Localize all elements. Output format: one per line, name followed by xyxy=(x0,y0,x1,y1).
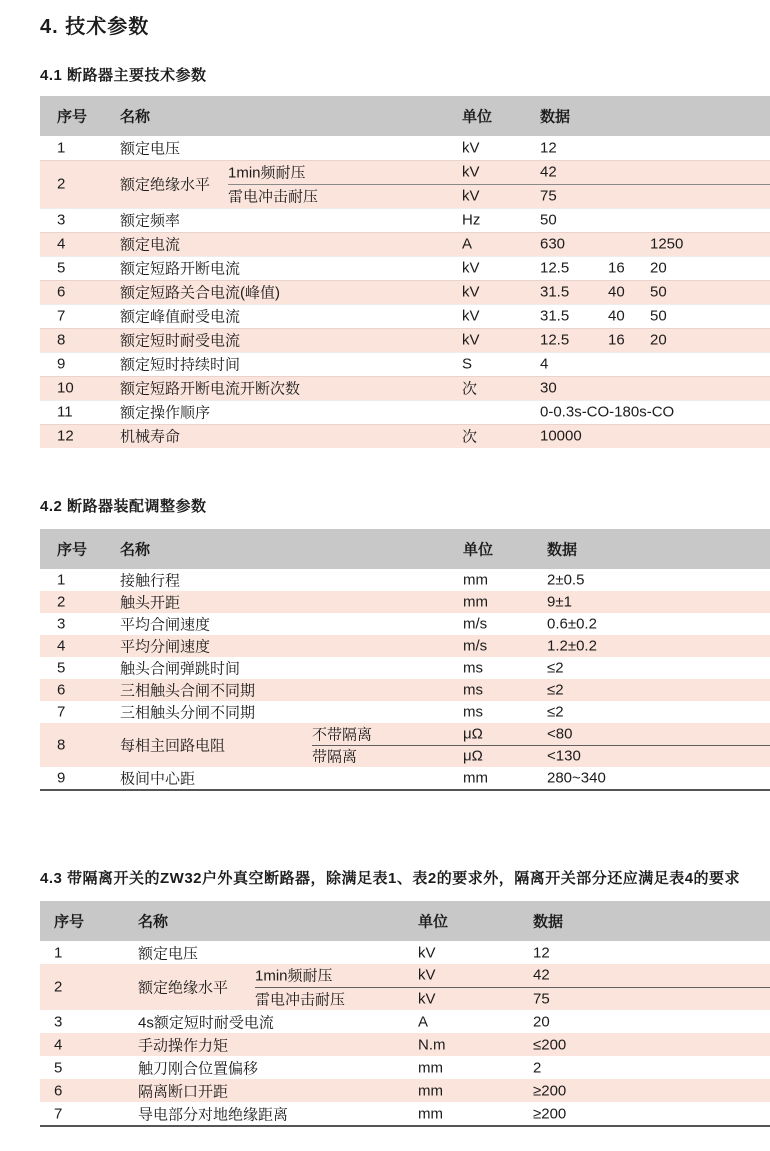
row-name: 额定电流 xyxy=(120,236,181,254)
sub-rows xyxy=(255,964,770,1010)
row-value: <130 xyxy=(547,747,581,765)
row-value: 75 xyxy=(540,187,557,205)
row-index: 1 xyxy=(57,139,66,157)
row-index: 7 xyxy=(57,703,66,721)
sub-row xyxy=(312,746,770,768)
row-value: 4 xyxy=(540,355,549,373)
row-name: 机械寿命 xyxy=(120,428,181,446)
table-header xyxy=(40,529,770,569)
row-index: 5 xyxy=(57,259,66,277)
row-index: 11 xyxy=(57,403,73,421)
row-index: 12 xyxy=(57,427,74,445)
row-value: 30 xyxy=(540,379,557,397)
row-name: 额定绝缘水平 xyxy=(138,979,229,997)
row-unit: kV xyxy=(462,187,480,205)
row-name: 额定短路关合电流(峰值) xyxy=(120,284,280,302)
table-body xyxy=(40,136,770,448)
row-index: 4 xyxy=(57,637,66,655)
table-body xyxy=(40,941,770,1125)
row-unit: Hz xyxy=(462,211,481,229)
row-unit: mm xyxy=(463,593,488,611)
section-4-1 xyxy=(40,64,770,448)
row-index: 2 xyxy=(57,175,66,193)
col-header-unit: 单位 xyxy=(418,913,449,931)
row-value: 12.5 xyxy=(540,259,570,277)
row-value: 12 xyxy=(533,944,550,961)
table-row xyxy=(40,232,770,256)
col-header-index: 序号 xyxy=(54,913,85,931)
row-name: 4s额定短时耐受电流 xyxy=(138,1014,274,1031)
row-unit: m/s xyxy=(463,637,488,655)
sub-row-label: 雷电冲击耐压 xyxy=(255,991,346,1009)
row-unit: mm xyxy=(463,769,488,787)
row-index: 3 xyxy=(57,211,66,229)
col-header-unit: 单位 xyxy=(463,541,494,559)
page-title: 4. 技术参数 xyxy=(40,16,150,38)
row-index: 3 xyxy=(54,1013,63,1030)
row-value: 75 xyxy=(533,990,550,1008)
col-header-index: 序号 xyxy=(57,541,88,559)
table-row xyxy=(40,1056,770,1079)
sub-rows xyxy=(312,723,770,767)
row-index: 5 xyxy=(57,659,66,677)
row-value: 12.5 xyxy=(540,331,570,349)
row-name: 额定短时持续时间 xyxy=(120,356,241,374)
row-unit: mm xyxy=(418,1082,443,1099)
row-name: 三相触头分闸不同期 xyxy=(120,704,256,722)
row-name: 额定操作顺序 xyxy=(120,404,211,422)
row-value: 20 xyxy=(650,259,667,277)
row-index: 2 xyxy=(57,593,66,611)
row-value: 50 xyxy=(650,283,667,301)
row-unit: ms xyxy=(463,703,483,721)
row-value: 31.5 xyxy=(540,283,570,301)
col-header-data: 数据 xyxy=(547,541,578,559)
row-value: ≥200 xyxy=(533,1105,567,1122)
col-header-name: 名称 xyxy=(120,541,151,559)
row-unit: mm xyxy=(418,1059,443,1076)
row-value: 0-0.3s-CO-180s-CO xyxy=(540,403,675,421)
row-name: 额定电压 xyxy=(120,140,181,158)
row-value: 10000 xyxy=(540,427,582,445)
row-index: 1 xyxy=(54,944,63,961)
row-index: 4 xyxy=(57,235,66,253)
table-row xyxy=(40,941,770,964)
row-name: 隔离断口开距 xyxy=(138,1083,229,1100)
row-name: 每相主回路电阻 xyxy=(120,737,226,755)
sub-row-label: 1min频耐压 xyxy=(255,967,333,985)
row-value: ≤2 xyxy=(547,703,564,721)
row-index: 7 xyxy=(54,1105,63,1122)
row-value: 2±0.5 xyxy=(547,571,585,589)
row-unit: ms xyxy=(463,681,483,699)
table-row xyxy=(40,1010,770,1033)
table-row xyxy=(40,723,770,767)
row-unit: A xyxy=(418,1013,429,1030)
row-value: <80 xyxy=(547,725,573,743)
col-header-name: 名称 xyxy=(120,108,151,126)
section-heading: 4.1 断路器主要技术参数 xyxy=(40,67,207,84)
row-value: 1250 xyxy=(650,235,684,253)
table-row xyxy=(40,352,770,376)
table-row xyxy=(40,400,770,424)
row-unit: kV xyxy=(418,990,436,1008)
row-index: 8 xyxy=(57,331,66,349)
table-row xyxy=(40,679,770,701)
row-index: 6 xyxy=(57,681,66,699)
row-unit: μΩ xyxy=(463,747,483,765)
table-row xyxy=(40,160,770,208)
row-name: 额定短路开断电流 xyxy=(120,260,241,278)
row-name: 三相触头合闸不同期 xyxy=(120,682,256,700)
table-row xyxy=(40,376,770,400)
row-unit: A xyxy=(462,235,473,253)
table-row xyxy=(40,328,770,352)
col-header-index: 序号 xyxy=(57,108,88,126)
row-value: 20 xyxy=(533,1013,550,1030)
row-value: 1.2±0.2 xyxy=(547,637,597,655)
parameters-table-disconnector xyxy=(40,901,770,1127)
row-unit: ms xyxy=(463,659,483,677)
table-row xyxy=(40,657,770,679)
row-value: 40 xyxy=(608,307,625,325)
row-index: 7 xyxy=(57,307,66,325)
row-value: 630 xyxy=(540,235,566,253)
row-value: ≤200 xyxy=(533,1036,567,1053)
row-value: ≥200 xyxy=(533,1082,567,1099)
row-value: 280~340 xyxy=(547,769,606,787)
row-name: 额定短时耐受电流 xyxy=(120,332,241,350)
row-unit: m/s xyxy=(463,615,488,633)
section-heading: 4.3 带隔离开关的ZW32户外真空断路器，除满足表1、表2的要求外，隔离开关部分还应满足表4的要求 xyxy=(40,870,741,887)
row-name: 极间中心距 xyxy=(120,770,196,788)
row-unit: mm xyxy=(463,571,488,589)
table-row xyxy=(40,280,770,304)
col-header-unit: 单位 xyxy=(462,108,493,126)
table-row xyxy=(40,767,770,789)
row-name: 平均分闸速度 xyxy=(120,638,211,656)
row-index: 4 xyxy=(54,1036,63,1053)
row-unit: μΩ xyxy=(463,725,483,743)
row-value: 16 xyxy=(608,259,625,277)
row-name: 手动操作力矩 xyxy=(138,1037,229,1054)
sub-row xyxy=(228,160,770,185)
row-value: 42 xyxy=(540,163,557,181)
row-index: 3 xyxy=(57,615,66,633)
row-name: 额定短路开断电流开断次数 xyxy=(120,380,301,398)
row-unit: 次 xyxy=(462,428,478,446)
sub-row-label: 雷电冲击耐压 xyxy=(228,188,319,206)
row-value: 9±1 xyxy=(547,593,572,611)
sub-row xyxy=(255,964,770,988)
row-unit: mm xyxy=(418,1105,443,1122)
row-unit: kV xyxy=(462,307,480,325)
row-index: 9 xyxy=(57,769,66,787)
row-index: 9 xyxy=(57,355,66,373)
sub-row-label: 1min频耐压 xyxy=(228,164,306,182)
row-name: 触头合闸弹跳时间 xyxy=(120,660,241,678)
row-value: 40 xyxy=(608,283,625,301)
row-value: 20 xyxy=(650,331,667,349)
row-value: 50 xyxy=(540,211,557,229)
table-row xyxy=(40,635,770,657)
table-row xyxy=(40,1079,770,1102)
row-index: 10 xyxy=(57,379,74,397)
table-row xyxy=(40,613,770,635)
table-row xyxy=(40,304,770,328)
row-unit: S xyxy=(462,355,473,373)
row-index: 8 xyxy=(57,736,66,754)
sub-row xyxy=(312,723,770,746)
row-value: 50 xyxy=(650,307,667,325)
row-index: 6 xyxy=(57,283,66,301)
row-name: 额定绝缘水平 xyxy=(120,176,211,194)
row-unit: kV xyxy=(418,944,436,961)
col-header-data: 数据 xyxy=(533,913,564,931)
row-index: 6 xyxy=(54,1082,63,1099)
table-row xyxy=(40,208,770,232)
row-unit: kV xyxy=(462,259,480,277)
row-name: 接触行程 xyxy=(120,572,181,590)
sub-rows xyxy=(228,160,770,208)
parameters-table-assembly xyxy=(40,529,770,791)
row-unit: kV xyxy=(462,283,480,301)
table-row xyxy=(40,964,770,1010)
row-unit: 次 xyxy=(462,380,478,398)
table-row xyxy=(40,569,770,591)
sub-row-label: 不带隔离 xyxy=(312,726,373,744)
sub-row xyxy=(228,185,770,209)
row-index: 1 xyxy=(57,571,66,589)
section-4-3 xyxy=(40,867,770,1127)
sub-row-label: 带隔离 xyxy=(312,748,358,766)
row-value: 2 xyxy=(533,1059,542,1076)
table-row xyxy=(40,424,770,448)
sub-row xyxy=(255,988,770,1011)
table-row xyxy=(40,136,770,160)
row-unit: kV xyxy=(462,163,480,181)
section-heading: 4.2 断路器装配调整参数 xyxy=(40,498,207,515)
row-unit: kV xyxy=(418,966,436,984)
table-row xyxy=(40,591,770,613)
table-header xyxy=(40,96,770,136)
table-row xyxy=(40,1102,770,1125)
row-unit: kV xyxy=(462,139,480,157)
row-name: 额定频率 xyxy=(120,212,181,230)
row-name: 导电部分对地绝缘距离 xyxy=(138,1106,289,1123)
row-value: 31.5 xyxy=(540,307,570,325)
parameters-table-main xyxy=(40,96,770,448)
table-row xyxy=(40,256,770,280)
row-index: 2 xyxy=(54,978,63,996)
table-row xyxy=(40,1033,770,1056)
col-header-data: 数据 xyxy=(540,108,571,126)
row-value: ≤2 xyxy=(547,659,564,677)
row-name: 触刀刚合位置偏移 xyxy=(138,1060,259,1077)
table-body xyxy=(40,569,770,789)
row-name: 额定电压 xyxy=(138,945,199,962)
row-unit: N.m xyxy=(418,1036,446,1053)
row-name: 平均合闸速度 xyxy=(120,616,211,634)
row-value: ≤2 xyxy=(547,681,564,699)
row-value: 42 xyxy=(533,966,550,984)
row-value: 16 xyxy=(608,331,625,349)
row-name: 触头开距 xyxy=(120,594,181,612)
row-name: 额定峰值耐受电流 xyxy=(120,308,241,326)
section-4-2 xyxy=(40,495,770,791)
row-index: 5 xyxy=(54,1059,63,1076)
table-row xyxy=(40,701,770,723)
col-header-name: 名称 xyxy=(138,913,169,931)
row-value: 0.6±0.2 xyxy=(547,615,597,633)
table-header xyxy=(40,901,770,941)
row-value: 12 xyxy=(540,139,557,157)
row-unit: kV xyxy=(462,331,480,349)
